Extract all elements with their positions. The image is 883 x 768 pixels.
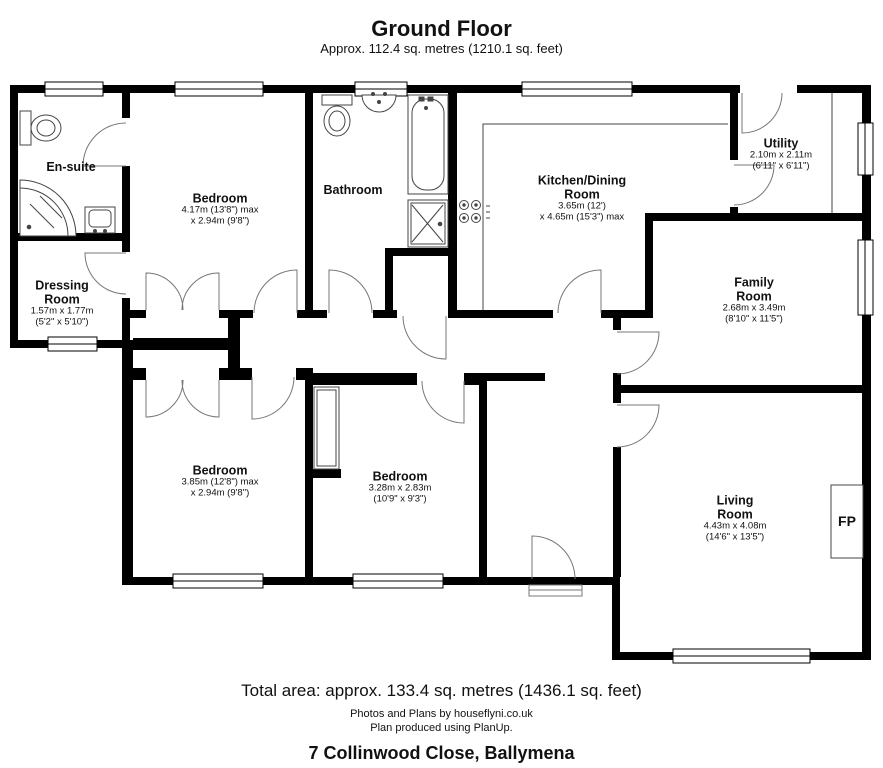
room-name: Utility (763, 136, 799, 151)
bedroom1-door (254, 270, 297, 313)
kitchen-door (558, 270, 601, 313)
room-dims: (8'10" x 11'5") (725, 313, 783, 324)
windows (45, 82, 873, 663)
window (355, 82, 407, 96)
window (45, 82, 103, 96)
bathroom-sink (362, 93, 396, 113)
room-name: Kitchen/Dining (537, 173, 627, 188)
room-label-bedroom2 (182, 463, 259, 498)
total-area-text: Total area: approx. 133.4 sq. metres (1436.1 sq. feet) (241, 681, 642, 700)
ensuite-sink (85, 207, 115, 233)
room-label-bathroom (323, 183, 382, 197)
room-label-ensuite (46, 160, 95, 174)
credit-line-1: Photos and Plans by houseflyni.co.uk (350, 708, 533, 720)
room-dims: (14'6" x 13'5") (705, 531, 765, 542)
room-label-utility (750, 136, 812, 171)
room-label-bedroom3 (369, 469, 432, 504)
wardrobe2-door-right (182, 380, 219, 417)
bedroom3-door (422, 381, 464, 423)
ensuite-toilet (20, 111, 61, 145)
room-label-dressing (31, 278, 94, 327)
room-dims: x 2.94m (9'8") (190, 215, 250, 226)
ensuite-shower (20, 180, 76, 236)
room-dims: 2.68m x 3.49m (722, 302, 786, 314)
bathroom-door (329, 270, 372, 313)
room-dims: x 2.94m (9'8") (190, 487, 250, 498)
address-text: 7 Collinwood Close, Ballymena (308, 743, 575, 763)
room-name: Bedroom (372, 469, 428, 484)
room-name: Bedroom (192, 191, 248, 206)
room-label-bedroom1 (182, 191, 259, 226)
page-subtitle: Approx. 112.4 sq. metres (1210.1 sq. feet) (320, 41, 563, 56)
fixtures (20, 93, 863, 559)
room-name: Dressing (35, 278, 89, 293)
bathroom-toilet (322, 95, 352, 136)
wardrobe1-door-right (182, 273, 219, 310)
room-label-family (723, 275, 786, 324)
back-door (742, 93, 782, 133)
room-dims: (5'2" x 5'10") (35, 316, 89, 327)
room-name: Room (736, 289, 772, 304)
window (173, 574, 263, 588)
room-dims: 3.65m (12') (558, 200, 606, 212)
bedroom3-wardrobe (314, 387, 339, 469)
room-label-kitchen (538, 173, 626, 222)
window (353, 574, 443, 588)
family-door (617, 332, 659, 374)
fireplace-label: FP (838, 513, 856, 529)
wardrobe2-door-left (146, 380, 183, 417)
bathroom-shower (408, 200, 448, 247)
window (175, 82, 263, 96)
room-name: Room (564, 187, 600, 202)
window (858, 240, 873, 315)
window (522, 82, 632, 96)
window (858, 123, 873, 175)
room-dims: 4.43m x 4.08m (703, 520, 767, 532)
room-name: Room (717, 507, 753, 522)
room-dims: 3.85m (12'8") max (181, 476, 259, 488)
room-name: Family (734, 275, 774, 290)
window (673, 649, 810, 663)
room-label-living (704, 493, 767, 542)
room-name: Living (716, 493, 754, 508)
room-dims: 2.10m x 2.11m (749, 149, 813, 161)
room-dims: 4.17m (13'8") max (181, 204, 259, 216)
kitchen-hob (460, 201, 491, 223)
bedroom2-door (252, 377, 294, 419)
room-name: En-suite (46, 160, 96, 174)
front-door (532, 536, 575, 579)
room-name: Bathroom (323, 183, 383, 197)
room-dims: 1.57m x 1.77m (30, 305, 94, 317)
room-dims: (6'11" x 6'11") (752, 160, 810, 171)
bathtub (408, 95, 448, 194)
room-name: Bedroom (192, 463, 248, 478)
living-door (617, 405, 659, 447)
room-name: Room (44, 292, 80, 307)
cupboard-door (403, 316, 446, 359)
wardrobe1-door-left (146, 273, 183, 310)
window (48, 337, 97, 351)
room-dims: (10'9" x 9'3") (373, 493, 427, 504)
page-title: Ground Floor (371, 16, 512, 41)
room-dims: x 4.65m (15'3") max (539, 211, 625, 222)
room-dims: 3.28m x 2.83m (368, 482, 432, 494)
credit-line-2: Plan produced using PlanUp. (370, 722, 513, 734)
